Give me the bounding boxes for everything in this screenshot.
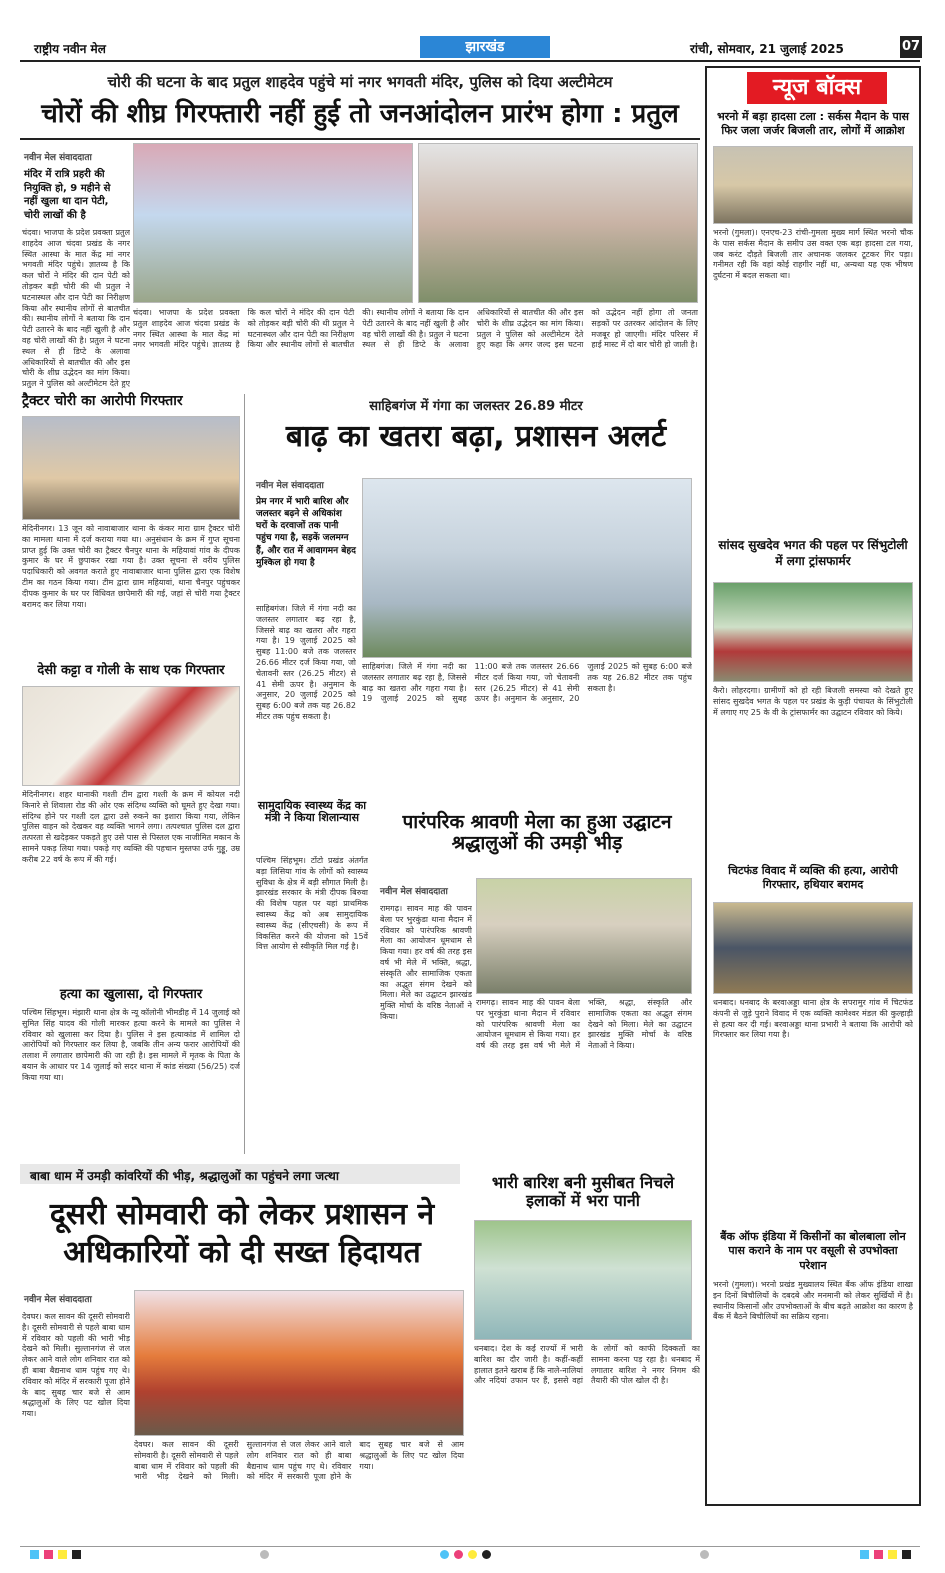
rain-headline: भारी बारिश बनी मुसीबत निचले इलाकों में भरा पानी — [491, 1173, 675, 1210]
magenta-square-mark — [874, 1550, 883, 1559]
registration-dot — [700, 1550, 709, 1559]
newsbox-item3-photo — [713, 902, 913, 994]
registration-dot — [260, 1550, 269, 1559]
newsbox-item3-body: धनबाद। धनबाद के बरवाअड्डा थाना क्षेत्र के सपरामुर गांव में चिटफंड कंपनी से जुड़े पुराने विवाद में एक व्यक्ति कामेश्वर मंडल की कुल्हाड़ी से हत्या कर दी गई। बरवाअड्डा थाना प्रभारी ने बताया कि आरोपी को गिरफ्तार कर लिया गया है। — [713, 998, 913, 1040]
tractor-body: मेदिनीनगर। 13 जून को नावाबाजार थाना के कंकर मारा ग्राम ट्रैक्टर चोरी का मामला थाना में दर्ज कराया गया था। अनुसंधान के क्रम में गुप्त सूचना प्राप्त हुई कि उक्त चोरी का ट्रैक्टर चैनपुर थाना के महियावां गांव के दीपक कुमार के घर में छुपाकर रखा गया है। उक्त सूचना से वरीय पुलिस पदाधिकारी को अवगत कराते हुए नावाबाजार थाना पुलिस द्वारा एक विशेष टीम का गठन किया गया। टीम द्वारा ग्राम महियावां, थाना चैनपुर पहुंचकर दीपक कुमार के घर पर विधिवत छापेमारी की गई, जहां से चोरी गया ट्रैक्टर बरामद कर लिया गया। — [22, 524, 240, 609]
rain-body: धनबाद। देश के कई राज्यों में भारी बारिश का दौर जारी है। कहीं-कहीं हालात इतने खराब हैं कि नाले-नालियां और नदियां उफान पर हैं, इससे वहां के लोगों को काफी दिक्कतों का सामना करना पड़ रहा है। धनबाद में लगातार बारिश ने नगर निगम की तैयारी की पोल खोल दी है। — [474, 1344, 700, 1386]
news-box — [705, 66, 921, 1506]
newsbox-item3-headline: चिटफंड विवाद में व्यक्ति की हत्या, आरोपी गिरफ्तार, हथियार बरामद — [728, 864, 898, 892]
newsbox-title: न्यूज बॉक्स — [747, 72, 887, 104]
cyan-square-mark — [860, 1550, 869, 1559]
print-registration-strip — [20, 1546, 920, 1560]
katta-body: मेदिनीनगर। शहर थानाकी गश्ती टीम द्वारा गश्ती के क्रम में कोयल नदी किनारे से शिवाला रोड की ओर एक संदिग्ध व्यक्ति को घूमते हुए देखा गया। संदिग्ध होने पर गश्ती दल द्वारा उसे रुकने का इशारा किया गया, लेकिन पुलिस वाहन को देखकर वह व्यक्ति भागने लगा। तत्पश्चात पुलिस दल द्वारा तत्परता से खदेड़कर पकड़ते हुए उसे पास से पिस्तल एक नाजीमित मकान के सामने पकड़ लिया गया। पकड़े गए व्यक्ति की पहचान मुस्तफा उर्फ गुड्डू, उम्र करीब 22 वर्ष के रूप में की गई। — [22, 790, 240, 864]
shravani-byline: नवीन मेल संवाददाता — [380, 887, 448, 897]
monday-body-col1: देवघर। कल सावन की दूसरी सोमवारी है। दूसरी सोमवारी से पहले बाबा धाम में रविवार को पहली की भारी भीड़ देखने को मिली। सुल्तानगंज से जल लेकर आने वाले लोग शनिवार रात को ही बाबा बैद्यनाथ धाम पहुंच गए थे। रविवार को मंदिर में सरकारी पूजा होने के बाद सुबह चार बजे से आम श्रद्धालुओं के लिए पट खोल दिया गया। — [22, 1312, 130, 1419]
ganga-kicker: साहिबगंज में गंगा का जलस्तर 26.89 मीटर — [369, 399, 583, 414]
newsbox-item1-headline: भरनो में बड़ा हादसा टला : सर्कस मैदान के पास फिर जला जर्जर बिजली तार, लोगों में आक्रोश — [717, 110, 909, 138]
yellow-square-mark — [888, 1550, 897, 1559]
newsbox-item2-photo — [713, 582, 913, 682]
lead-photo-visit — [418, 143, 698, 303]
shravani-headline: पारंपरिक श्रावणी मेला का हुआ उद्घाटन श्रद्धालुओं की उमड़ी भीड़ — [402, 811, 672, 854]
black-dot-mark — [482, 1550, 491, 1559]
murder-headline: हत्या का खुलासा, दो गिरफ्तार — [59, 987, 203, 1002]
column-divider — [244, 394, 245, 1154]
yellow-square-mark — [58, 1550, 67, 1559]
newsbox-item2-body: कैरो। लोहरदगा। ग्रामीणों को हो रही बिजली समस्या को देखते हुए सांसद सुखदेव भगत के पहल पर प्रखंड के कुड़ी पंचायत के सिंभुटोली में लगाए गए 25 के वी के ट्रांसफार्मर का उद्घाटन रविवार को किये। — [713, 686, 913, 717]
lead-body-cols: चंदवा। भाजपा के प्रदेश प्रवक्ता प्रतुल शाहदेव आज चंदवा प्रखंड के नगर स्थित आस्था के मात केंद्र मां नगर भगवती मंदिर पहुंचे। ज्ञातव्य है कि कल चोरों ने मंदिर की दान पेटी को तोड़कर बड़ी चोरी की थी प्रतुल ने घटनास्थल और दान पेटी का निरीक्षण किया और स्थानीय लोगों से बातचीत की। स्थानीय लोगों ने बताया कि दान पेटी उतारने के बाद नहीं खुली है और वह चोरी लाखों की है। प्रतुल ने घटना स्थल से ही डिप्टे के अलावा अधिकारियों से बातचीत की और इस चोरी के शीघ्र उद्भेदन का मांग किया। प्रतुल ने पुलिस को अल्टीमेटम देते हुए कहा कि अगर जल्द इस घटना को उद्भेदन नहीं होगा तो जनता सड़कों पर उतरकर आंदोलन के लिए मजबूर हो जाएगी। मंदिर परिसर में हाई मास्ट में दो बार चोरी हो जाती है। — [133, 308, 698, 350]
yellow-dot-mark — [468, 1550, 477, 1559]
ganga-headline: बाढ़ का खतरा बढ़ा, प्रशासन अलर्ट — [285, 419, 667, 454]
magenta-square-mark — [44, 1550, 53, 1559]
health-headline: सामुदायिक स्वास्थ्य केंद्र का मंत्री ने किया शिलान्यास — [257, 799, 367, 825]
monday-headline: दूसरी सोमवारी को लेकर प्रशासन ने अधिकारियों को दी सख्त हिदायत — [49, 1197, 435, 1270]
black-square-mark — [902, 1550, 911, 1559]
lead-headline: चोरों की शीघ्र गिरफ्तारी नहीं हुई तो जनआंदोलन प्रारंभ होगा : प्रतुल — [41, 99, 679, 129]
cyan-dot-mark — [440, 1550, 449, 1559]
magenta-dot-mark — [454, 1550, 463, 1559]
ganga-byline: नवीन मेल संवाददाता — [256, 481, 324, 491]
masthead — [20, 36, 920, 62]
shravani-photo — [476, 878, 692, 994]
lead-byline: नवीन मेल संवाददाता — [24, 153, 92, 163]
monday-byline: नवीन मेल संवाददाता — [24, 1295, 92, 1305]
lead-kicker: चोरी की घटना के बाद प्रतुल शाहदेव पहुंचे मां नगर भगवती मंदिर, पुलिस को दिया अल्टीमेटम — [107, 73, 613, 91]
lead-rule — [20, 138, 700, 140]
cyan-square-mark — [30, 1550, 39, 1559]
health-body: पश्चिम सिंहभूम। टोंटो प्रखंड अंतर्गत बड़ा लिसिया गांव के लोगों को स्वास्थ्य सुविधा के क्षेत्र में बड़ी सौगात मिली है। झारखंड सरकार के मंत्री दीपक बिरुवा की विशेष पहल पर यहां प्राथमिक स्वास्थ्य केंद्र को अब सामुदायिक स्वास्थ्य केंद्र (सीएचसी) के रूप में विकसित करने की योजना को 15वें वित्त आयोग से स्वीकृति मिल गई है। — [256, 856, 368, 952]
murder-body: पश्चिम सिंहभूम। मंझारी थाना क्षेत्र के न्यू कॉलोनी भीमडीह में 14 जुलाई को सुमित सिंह यादव की गोली मारकर हत्या करने के मामले का पुलिस ने रविवार को खुलासा कर दिया है। पुलिस ने इस हत्याकांड में शामिल दो आरोपियों को गिरफ्तार कर लिया है, जबकि तीन अन्य फरार आरोपियों की तलाश में लगातार छापेमारी की जा रही है। इस मामले में मृतक के पिता के बयान के आधार पर 14 जुलाई को सदर थाना में कांड संख्या (56/25) दर्ज किया गया था। — [22, 1008, 240, 1082]
ganga-body-col1: साहिबगंज। जिले में गंगा नदी का जलस्तर लगातार बढ़ रहा है, जिससे बाढ़ का खतरा और गहरा गया है। 19 जुलाई 2025 को सुबह 11:00 बजे तक जलस्तर 26.66 मीटर दर्ज किया गया, जो चेतावनी स्तर (26.25 मीटर) से 41 सेमी ऊपर है। अनुमान के अनुसार, 20 जुलाई 2025 को सुबह 6:00 बजे तक यह 26.82 मीटर तक पहुंच सकता है। — [256, 604, 356, 721]
ganga-pullquote: प्रेम नगर में भारी बारिश और जलस्तर बढ़ने से अधिकांश घरों के दरवाजों तक पानी पहुंच गया है, सड़कें जलमग्न हैं, और रात में आवागमन बेहद मुश्किल हो गया है — [256, 497, 356, 568]
lead-pullquote: मंदिर में रात्रि प्रहरी की नियुक्ति हो, 9 महीने से नहीं खुला था दान पेटी, चोरी लाखों की है — [24, 169, 111, 221]
monday-photo — [134, 1290, 464, 1436]
katta-headline: देसी कट्टा व गोली के साथ एक गिरफ्तार — [37, 663, 225, 678]
paper-name: राष्ट्रीय नवीन मेल — [34, 42, 106, 56]
ganga-flood-photo — [362, 478, 692, 658]
black-square-mark — [72, 1550, 81, 1559]
lead-photo-temple — [133, 143, 413, 303]
lead-body-col1: चंदवा। भाजपा के प्रदेश प्रवक्ता प्रतुल शाहदेव आज चंदवा प्रखंड के नगर स्थित आस्था के मात केंद्र मां नगर भगवती मंदिर पहुंचे। ज्ञातव्य है कि कल चोरों ने मंदिर की दान पेटी को तोड़कर बड़ी चोरी की थी प्रतुल ने घटनास्थल और दान पेटी का निरीक्षण किया और स्थानीय लोगों से बातचीत की। स्थानीय लोगों ने बताया कि दान पेटी उतारने के बाद नहीं खुली है और वह चोरी लाखों की है। प्रतुल ने घटना स्थल से ही डिप्टे के अलावा अधिकारियों से बातचीत की और इस चोरी के शीघ्र उद्भेदन का मांग किया। प्रतुल ने पुलिस को अल्टीमेटम देते हुए — [22, 228, 130, 388]
tractor-photo — [22, 416, 240, 520]
tractor-headline: ट्रैक्टर चोरी का आरोपी गिरफ्तार — [22, 393, 183, 409]
shravani-body-cols: रामगढ़। सावन माह की पावन बेला पर भुरकुंडा थाना मैदान में रविवार को पारंपरिक श्रावणी मेला का आयोजन धूमधाम से किया गया। हर वर्ष की तरह इस वर्ष भी मेले में भक्ति, श्रद्धा, संस्कृति और सामाजिक एकता का अद्भुत संगम देखने को मिला। मेले का उद्घाटन झारखंड मुक्ति मोर्चा के वरिष्ठ नेताओं ने किया। — [476, 998, 692, 1051]
katta-photo — [22, 686, 240, 786]
newsbox-item1-photo — [713, 146, 913, 224]
section-label: झारखंड — [420, 36, 550, 58]
newsbox-item2-headline: सांसद सुखदेव भगत की पहल पर सिंभुटोली में लगा ट्रांसफार्मर — [718, 538, 908, 568]
newsbox-item4-body: भरनो (गुमला)। भरनो प्रखंड मुख्यालय स्थित बैंक ऑफ इंडिया शाखा इन दिनों बिचौलियों के दबदबे और मनमानी को लेकर सुर्खियों में है। स्थानीय किसानों और उपभोक्ताओं के बीच बढ़ते आक्रोश का कारण है बैंक में बैठने बिचौलियों का सक्रिय रहना। — [713, 1280, 913, 1322]
monday-body-cols: देवघर। कल सावन की दूसरी सोमवारी है। दूसरी सोमवारी से पहले बाबा धाम में रविवार को पहली की भारी भीड़ देखने को मिली। सुल्तानगंज से जल लेकर आने वाले लोग शनिवार रात को ही बाबा बैद्यनाथ धाम पहुंच गए थे। रविवार को मंदिर में सरकारी पूजा होने के बाद सुबह चार बजे से आम श्रद्धालुओं के लिए पट खोल दिया गया। — [134, 1440, 464, 1482]
newsbox-item4-headline: बैंक ऑफ इंडिया में किसीनों का बोलबाला लोन पास कराने के नाम पर वसूली से उपभोक्ता परेशान — [720, 1230, 906, 1272]
ganga-body-cols: साहिबगंज। जिले में गंगा नदी का जलस्तर लगातार बढ़ रहा है, जिससे बाढ़ का खतरा और गहरा गया है। 19 जुलाई 2025 को सुबह 11:00 बजे तक जलस्तर 26.66 मीटर दर्ज किया गया, जो चेतावनी स्तर (26.25 मीटर) से 41 सेमी ऊपर है। अनुमान के अनुसार, 20 जुलाई 2025 को सुबह 6:00 बजे तक यह 26.82 मीटर तक पहुंच सकता है। — [362, 662, 692, 704]
edition-date: रांची, सोमवार, 21 जुलाई 2025 — [690, 42, 844, 56]
kanwar-strip-text: बाबा धाम में उमड़ी कांवरियों की भीड़, श्रद्धालुओं का पहुंचने लगा जत्था — [30, 1169, 339, 1183]
page-number: 07 — [900, 36, 922, 58]
rain-photo — [474, 1220, 692, 1340]
newsbox-item1-body: भरनो (गुमला)। एनएच-23 रांची-गुमला मुख्य मार्ग स्थित भरनो चौक के पास सर्कस मैदान के समीप उस वक्त एक बड़ा हादसा टल गया, जब करंट दौड़ते बिजली तार अचानक जलकर टूटकर गिर पड़ा। गनीमत रही कि वहां कोई राहगीर नहीं था, अन्यथा यह एक भीषण दुर्घटना में बदल सकता था। — [713, 228, 913, 281]
shravani-body-col1: रामगढ़। सावन माह की पावन बेला पर भुरकुंडा थाना मैदान में रविवार को पारंपरिक श्रावणी मेला का आयोजन धूमधाम से किया गया। हर वर्ष की तरह इस वर्ष भी मेले में भक्ति, श्रद्धा, संस्कृति और सामाजिक एकता का अद्भुत संगम देखने को मिला। मेले का उद्घाटन झारखंड मुक्ति मोर्चा के वरिष्ठ नेताओं ने किया। — [380, 904, 472, 1021]
